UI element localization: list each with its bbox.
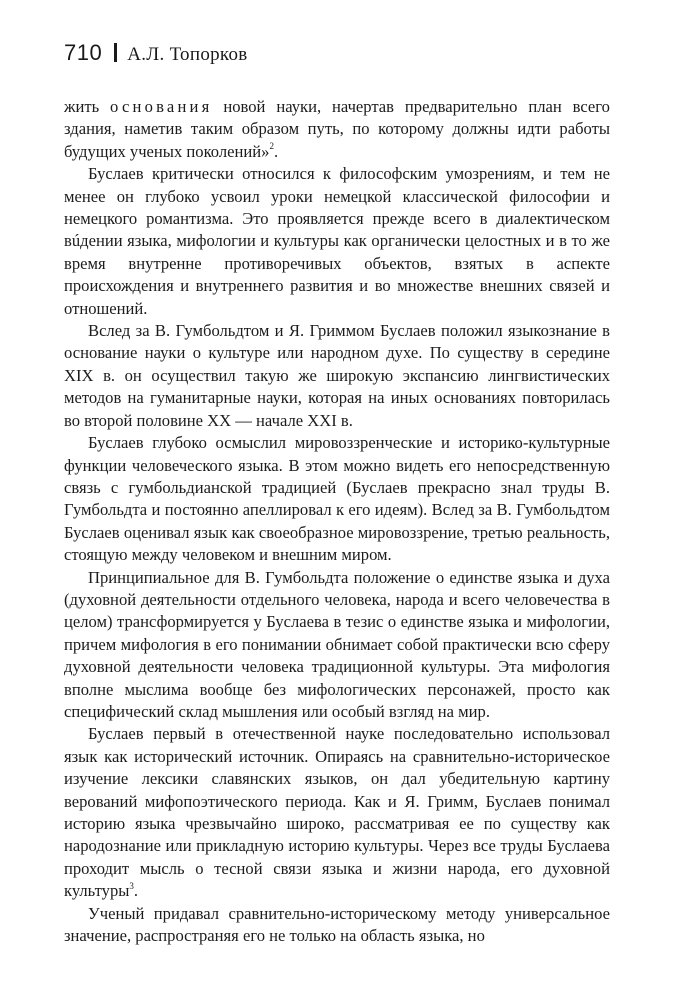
footnote-ref: 2 xyxy=(269,141,274,152)
paragraph-tail: . xyxy=(273,141,279,161)
paragraph: Ученый придавал сравнительно-историческому методу универсальное значение, распространяя его не только на область языка, но xyxy=(64,903,610,946)
paragraph: Принципиальное для В. Гумбольдта положение о единстве языка и духа (духовной деятельности отдельного человека, народа и всего человечества в целом) трансформируется у Буслаева в тезис о единстве языка и мифологии, причем мифология в его понимании обнимает собой практически всю сферу духовной деятельности человека традиционной культуры. Эта мифология вполне мыслима вообще без мифологических персонажей, просто как специфический склад мышления или особый взгляд на мир. xyxy=(64,567,610,721)
page-header xyxy=(64,40,248,74)
body-text xyxy=(64,96,610,947)
paragraph-text: Буслаев первый в отечественной науке последовательно использовал язык как исторический источник. Опираясь на сравнительно-историческое изучение лексики славянских языков, он дал убедительную картину верований мифопоэтического периода. Как и Я. Гримм, Буслаев понимал историю языка чрезвычайно широко, рассматривая ее по существу как народознание или прикладную историю культуры. Через все труды Буслаева проходит мысль о тесной связи языка и жизни народа, его духовной культуры xyxy=(64,724,610,901)
footnote-ref: 3 xyxy=(129,880,134,891)
paragraph: Буслаев критически относился к философским умозрениям, и тем не менее он глубоко усвоил уроки немецкой классической философии и немецкого романтизма. Это проявляется прежде всего в диалектическом вúдении языка, мифологии и культуры как органически целостных и в то же время внутренне противоречивых объектов, взятых в аспекте происхождения и внутреннего развития и во множестве внешних связей и отношений. xyxy=(64,164,610,318)
paragraph-continuation xyxy=(64,96,610,163)
paragraph-lead: жить xyxy=(64,97,111,116)
running-head: А.Л. Топорков xyxy=(127,44,248,65)
page-number: 710 xyxy=(64,40,103,65)
spaced-emphasis: основания xyxy=(110,97,213,116)
header-divider xyxy=(114,43,117,62)
paragraph: Вслед за В. Гумбольдтом и Я. Гриммом Буслаев положил языкознание в основание науки о культуре или народном духе. По существу в середине XIX в. он осуществил такую же широкую экспансию лингвистических методов на гуманитарные науки, которая на иных основаниях повторилась во второй половине XX — начале XXI в. xyxy=(64,321,610,430)
paragraph-text: новой науки, начертав предварительно план всего здания, наметив таким образом путь, по которому должны идти работы будущих ученых поколений» xyxy=(64,97,610,161)
paragraph-tail: . xyxy=(133,881,139,901)
paragraph: Буслаев глубоко осмыслил мировоззренческие и историко-культурные функции человеческого языка. В этом можно видеть его непосредственную связь с гумбольдианской традицией (Буслаев прекрасно знал труды В. Гумбольдта и постоянно апеллировал к его идеям). Вслед за В. Гумбольдтом Буслаев оценивал язык как своеобразное мировоззрение, третью реальность, стоящую между человеком и внешним миром. xyxy=(64,433,610,565)
paragraph xyxy=(64,723,610,902)
